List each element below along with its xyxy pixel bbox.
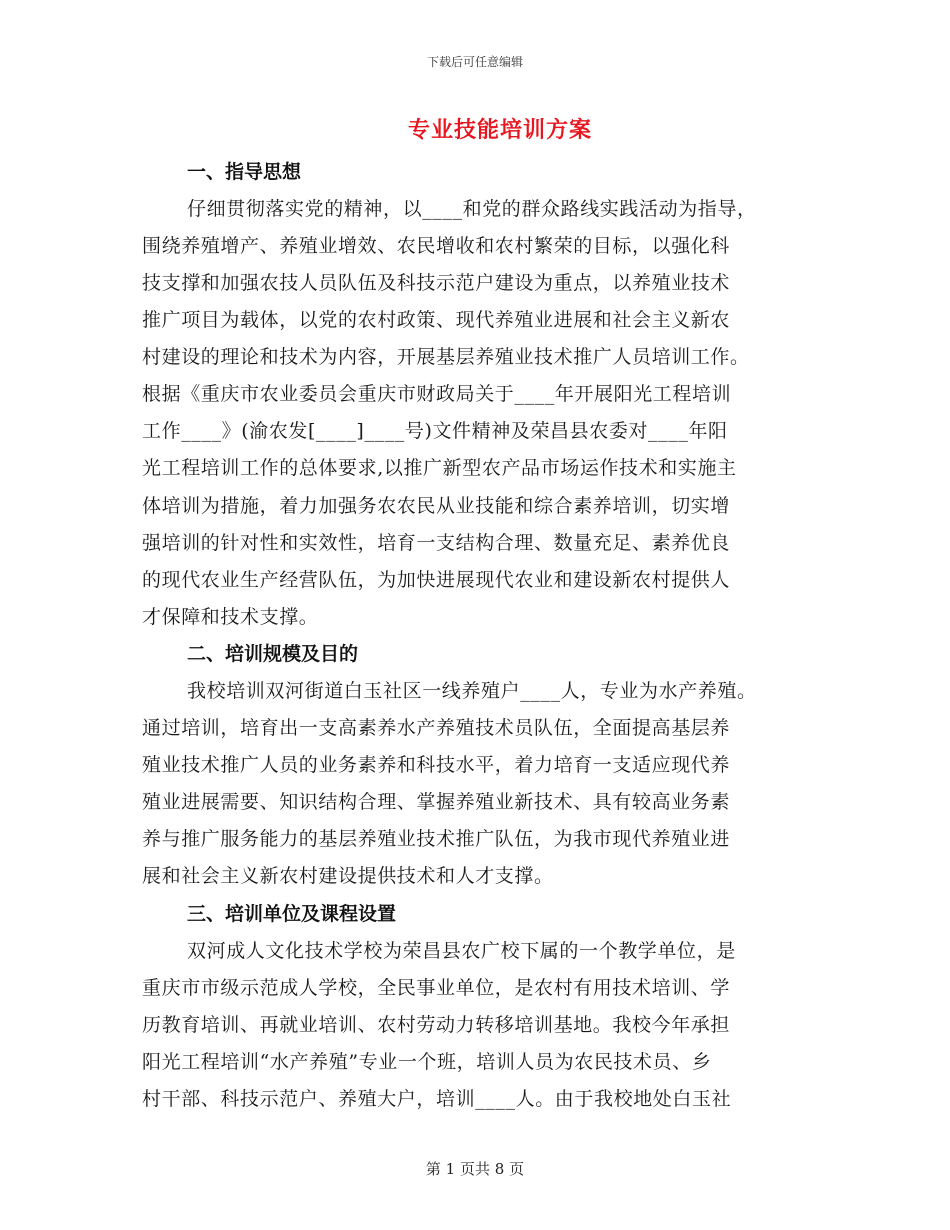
section-heading-training-unit: 三、培训单位及课程设置	[187, 903, 397, 925]
body-line: 阳光工程培训“水产养殖”专业一个班，培训人员为农民技术员、乡	[142, 1051, 712, 1073]
page-indicator: 第 1 页共 8 页	[425, 1160, 525, 1178]
body-line: 双河成人文化技术学校为荣昌县农广校下属的一个教学单位，是	[187, 940, 736, 962]
body-line: 我校培训双河街道白玉社区一线养殖户____人，专业为水产养殖。	[187, 680, 757, 702]
body-line: 历教育培训、再就业培训、农村劳动力转移培训基地。我校今年承担	[142, 1014, 731, 1036]
body-line: 养与推广服务能力的基层养殖业技术推广队伍，为我市现代养殖业进	[142, 828, 731, 850]
body-line: 根据《重庆市农业委员会重庆市财政局关于____年开展阳光工程培训	[142, 383, 732, 405]
body-line: 通过培训，培育出一支高素养水产养殖技术员队伍，全面提高基层养	[142, 717, 731, 739]
body-line: 才保障和技术支撑。	[142, 606, 319, 628]
body-line: 村干部、科技示范户、养殖大户，培训____人。由于我校地处白玉社	[142, 1088, 732, 1110]
body-line: 重庆市市级示范成人学校，全民事业单位，是农村有用技术培训、学	[142, 977, 731, 999]
body-line: 推广项目为载体，以党的农村政策、现代养殖业进展和社会主义新农	[142, 309, 731, 331]
body-line: 强培训的针对性和实效性，培育一支结构合理、数量充足、素养优良	[142, 532, 731, 554]
document-title: 专业技能培训方案	[407, 117, 592, 143]
body-line: 围绕养殖增产、养殖业增效、农民增收和农村繁荣的目标，以强化科	[142, 235, 731, 257]
body-line: 仔细贯彻落实党的精神，以____和党的群众路线实践活动为指导，	[187, 198, 757, 220]
body-line: 体培训为措施，着力加强务农农民从业技能和综合素养培训，切实增	[142, 495, 731, 517]
body-line: 光工程培训工作的总体要求,以推广新型农产品市场运作技术和实施主	[142, 457, 737, 479]
body-line: 村建设的理论和技术为内容，开展基层养殖业技术推广人员培训工作。	[142, 346, 750, 368]
body-line: 的现代农业生产经营队伍，为加快进展现代农业和建设新农村提供人	[142, 569, 731, 591]
section-heading-guiding-ideology: 一、指导思想	[187, 161, 302, 183]
body-line: 工作____》(渝农发[____]____号)文件精神及荣昌县农委对____年阳	[142, 420, 728, 442]
body-line: 殖业进展需要、知识结构合理、掌握养殖业新技术、具有较高业务素	[142, 791, 731, 813]
body-line: 殖业技术推广人员的业务素养和科技水平，着力培育一支适应现代养	[142, 754, 731, 776]
header-note: 下载后可任意编辑	[426, 55, 523, 69]
body-line: 展和社会主义新农村建设提供技术和人才支撑。	[142, 865, 554, 887]
section-heading-training-scale: 二、培训规模及目的	[187, 643, 359, 665]
body-line: 技支撑和加强农技人员队伍及科技示范户建设为重点，以养殖业技术	[142, 272, 731, 294]
